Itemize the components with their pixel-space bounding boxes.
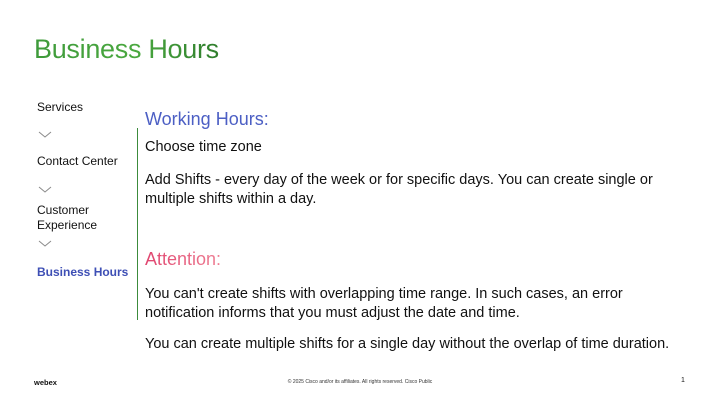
nav-divider [137, 128, 138, 320]
nav-item-customer-experience[interactable]: Customer Experience [37, 203, 98, 232]
chevron-down-icon [38, 131, 52, 139]
page-number: 1 [681, 377, 685, 384]
chevron-down-icon [38, 186, 52, 194]
chevron-down-icon [38, 240, 52, 248]
nav-item-contact-center[interactable]: Contact Center [37, 154, 118, 168]
working-hours-heading: Working Hours: [145, 109, 269, 129]
webex-logo: webex [34, 378, 57, 387]
nav-item-services[interactable]: Services [37, 100, 84, 114]
slide-title: Business Hours [34, 34, 219, 64]
overlap-note-text: You can't create shifts with overlapping time range. In such cases, an error notification informs that you must adjust the date and time. [145, 286, 623, 321]
nav-item-business-hours[interactable]: Business Hours [37, 265, 129, 279]
add-shifts-text: Add Shifts - every day of the week or for specific days. You can create single or multiple shifts within a day. [145, 172, 653, 207]
attention-heading: Attention: [145, 249, 222, 269]
multiple-shifts-text: You can create multiple shifts for a single day without the overlap of time duration. [145, 336, 670, 352]
choose-timezone-text: Choose time zone [145, 139, 262, 155]
copyright-text: © 2025 Cisco and/or its affiliates. All rights reserved. Cisco Public [287, 379, 433, 385]
